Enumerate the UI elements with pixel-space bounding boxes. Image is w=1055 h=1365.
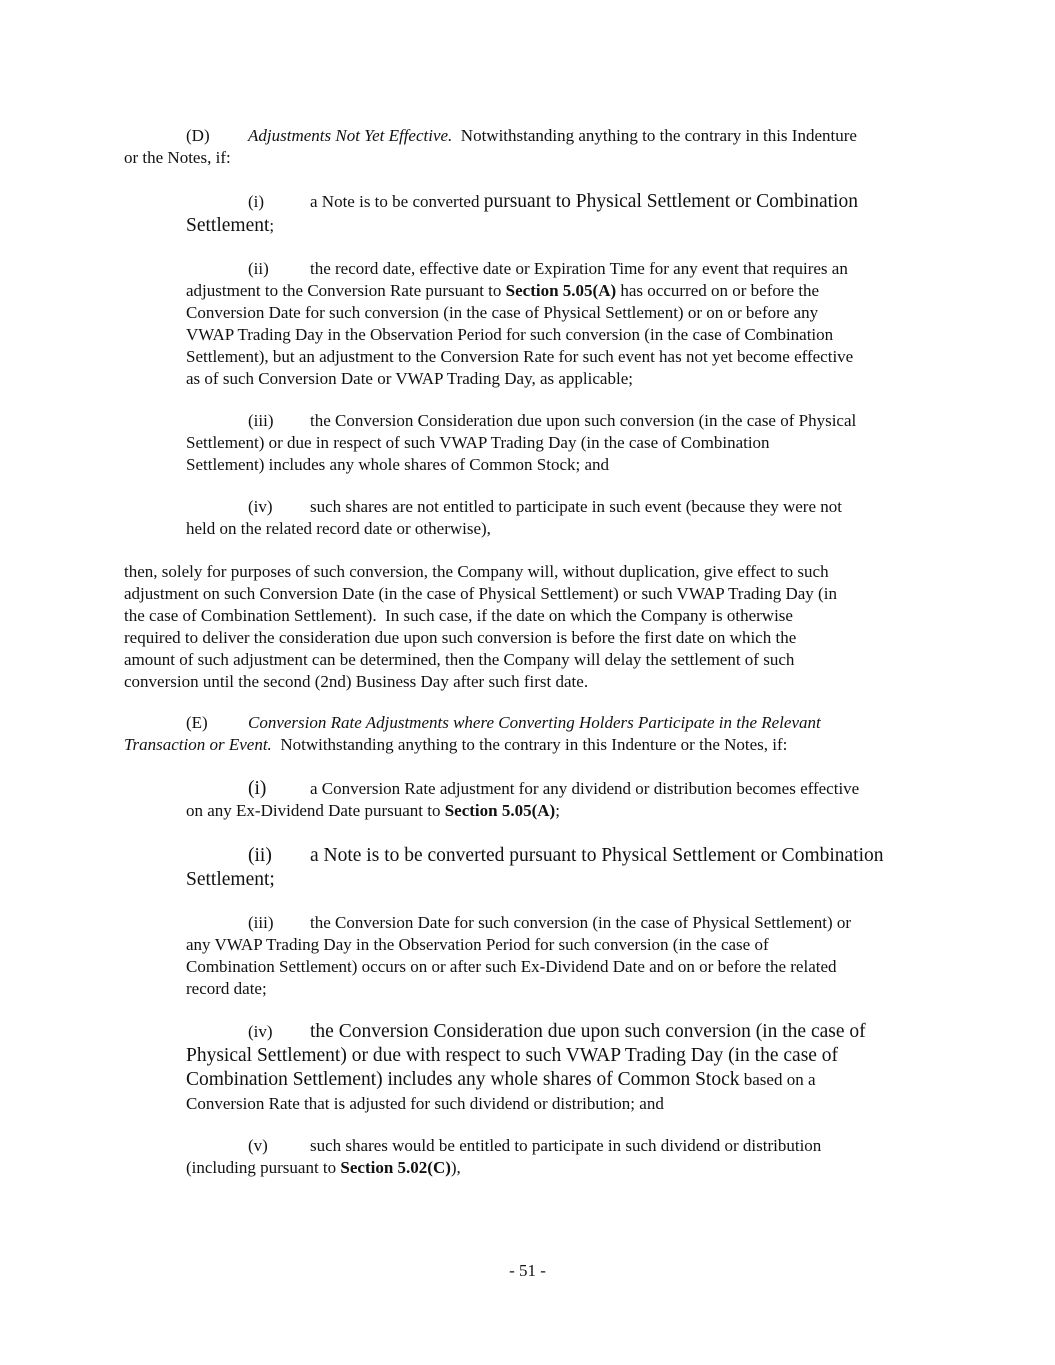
section-e-item-v-line-1 xyxy=(248,1135,821,1157)
item-label: (iv) xyxy=(248,1022,273,1041)
section-e-item-i-line-1 xyxy=(248,777,859,801)
section-reference: Section 5.05(A) xyxy=(444,801,556,820)
item-text: (including pursuant to xyxy=(186,1158,341,1177)
section-d-closing-line: required to deliver the consideration due upon such conversion is before the first date on which the xyxy=(124,628,797,647)
section-e-intro: Notwithstanding anything to the contrary in this Indenture or the Notes, if: xyxy=(271,735,788,754)
section-d-item-iv-line-2: held on the related record date or otherwise), xyxy=(186,519,491,538)
section-e-item-iii-line-3: Combination Settlement) occurs on or after such Ex-Dividend Date and on or before the related xyxy=(186,957,837,976)
item-label: (i) xyxy=(248,778,267,799)
section-reference: Section 5.05(A) xyxy=(505,281,617,300)
section-e-heading-line-2 xyxy=(124,734,787,756)
section-d-item-ii-line-5: Settlement), but an adjustment to the Conversion Rate for such event has not yet become effective xyxy=(186,347,854,366)
item-text: the Conversion Consideration due upon such conversion (in the case of xyxy=(310,1021,866,1042)
item-text: a Note is to be converted xyxy=(310,192,484,211)
section-e-item-ii-line-2: Settlement; xyxy=(186,869,275,890)
section-e-item-iv-line-2: Physical Settlement) or due with respect to such VWAP Trading Day (in the case of xyxy=(186,1045,839,1066)
section-e-item-iii-line-2: any VWAP Trading Day in the Observation Period for such conversion (in the case of xyxy=(186,935,769,954)
section-d-heading-line xyxy=(186,125,857,147)
section-d-item-iv-line-1 xyxy=(248,496,842,518)
section-d-item-i-line-1 xyxy=(248,190,858,214)
item-label: (iii) xyxy=(248,411,274,430)
item-text: ), xyxy=(450,1158,461,1177)
section-d-closing-line: amount of such adjustment can be determined, then the Company will delay the settlement of such xyxy=(124,650,795,669)
item-text: a Note is to be converted pursuant to Physical Settlement or Combination xyxy=(310,845,884,866)
section-reference: Section 5.02(C) xyxy=(340,1158,451,1177)
item-text: based on a xyxy=(739,1070,816,1089)
section-d-heading: Adjustments Not Yet Effective. xyxy=(248,126,453,145)
section-d-item-ii-line-4: VWAP Trading Day in the Observation Period for such conversion (in the case of Combination xyxy=(186,325,834,344)
item-label: (iv) xyxy=(248,497,273,516)
section-e-heading-line xyxy=(186,712,821,734)
item-text: pursuant to Physical Settlement or Combination xyxy=(483,191,858,212)
section-d-item-ii-line-3: Conversion Date for such conversion (in the case of Physical Settlement) or on or before any xyxy=(186,303,819,322)
item-label: (iii) xyxy=(248,913,274,932)
section-d-intro-cont: or the Notes, if: xyxy=(124,148,231,167)
section-e-heading-cont: Transaction or Event. xyxy=(124,735,272,754)
item-text: such shares would be entitled to participate in such dividend or distribution xyxy=(310,1136,822,1155)
section-e-item-v-line-2 xyxy=(186,1157,461,1179)
section-d-item-iii-line-2: Settlement) or due in respect of such VWAP Trading Day (in the case of Combination xyxy=(186,433,770,452)
item-text: ; xyxy=(555,801,560,820)
section-d-closing-line: adjustment on such Conversion Date (in the case of Physical Settlement) or such VWAP Trading Day (in xyxy=(124,584,837,603)
item-text: adjustment to the Conversion Rate pursuant to xyxy=(186,281,506,300)
item-text: Settlement xyxy=(186,215,270,236)
section-e-item-iv-line-3 xyxy=(186,1068,816,1092)
section-e-label: (E) xyxy=(186,713,208,732)
item-text: such shares are not entitled to participate in such event (because they were not xyxy=(310,497,842,516)
item-text: the record date, effective date or Expiration Time for any event that requires an xyxy=(310,259,848,278)
section-d-item-i-line-2 xyxy=(186,214,274,238)
item-label: (v) xyxy=(248,1136,268,1155)
section-e-item-iii-line-4: record date; xyxy=(186,979,267,998)
section-d-item-ii-line-6: as of such Conversion Date or VWAP Trading Day, as applicable; xyxy=(186,369,633,388)
page-number: - 51 - xyxy=(509,1261,546,1280)
section-e-item-iv-line-1 xyxy=(248,1020,866,1044)
section-d-item-iii-line-3: Settlement) includes any whole shares of Common Stock; and xyxy=(186,455,610,474)
section-d-item-ii-line-2 xyxy=(186,280,819,302)
item-text: the Conversion Date for such conversion (in the case of Physical Settlement) or xyxy=(310,913,852,932)
item-text: ; xyxy=(269,216,275,235)
section-e-item-ii-line-1 xyxy=(248,844,884,868)
section-d-item-iii-line-1 xyxy=(248,410,856,432)
section-e-item-iv-line-4: Conversion Rate that is adjusted for such dividend or distribution; and xyxy=(186,1094,664,1113)
item-text: has occurred on or before the xyxy=(616,281,820,300)
section-d-closing-line: the case of Combination Settlement). In such case, if the date on which the Company is otherwise xyxy=(124,606,793,625)
item-text: on any Ex-Dividend Date pursuant to xyxy=(186,801,445,820)
item-label: (ii) xyxy=(248,259,269,278)
item-label: (i) xyxy=(248,192,265,211)
section-d-closing-line: conversion until the second (2nd) Business Day after such first date. xyxy=(124,672,589,691)
section-d-label: (D) xyxy=(186,126,210,145)
item-text: Combination Settlement) includes any whole shares of Common Stock xyxy=(186,1069,740,1090)
section-e-item-iii-line-1 xyxy=(248,912,851,934)
section-e-item-i-line-2 xyxy=(186,800,560,822)
item-label: (ii) xyxy=(248,845,272,866)
section-e-heading: Conversion Rate Adjustments where Converting Holders Participate in the Relevant xyxy=(248,713,821,732)
section-d-closing-line: then, solely for purposes of such conversion, the Company will, without duplication, give effect to such xyxy=(124,562,829,581)
section-d-intro: Notwithstanding anything to the contrary in this Indenture xyxy=(452,126,857,145)
item-text: the Conversion Consideration due upon such conversion (in the case of Physical xyxy=(310,411,857,430)
section-d-item-ii-line-1 xyxy=(248,258,848,280)
item-text: a Conversion Rate adjustment for any dividend or distribution becomes effective xyxy=(310,779,860,798)
